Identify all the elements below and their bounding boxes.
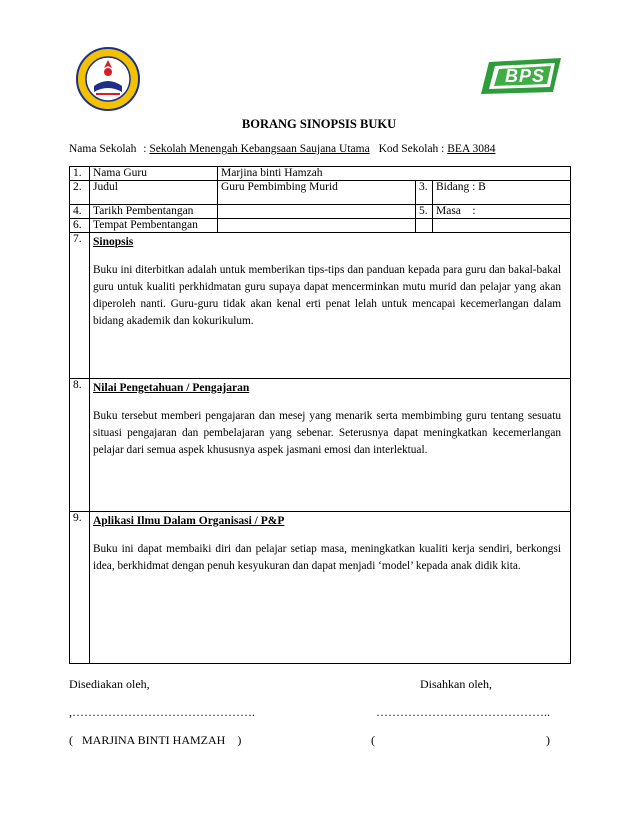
school-name: Sekolah Menengah Kebangsaan Saujana Utama [149, 143, 370, 155]
school-label: Nama Sekolah [69, 143, 137, 155]
section-synopsis [70, 233, 571, 379]
approved-by-label: Disahkan oleh, [420, 677, 492, 691]
field-label: Bidang : B [433, 181, 571, 205]
time-label: Masa : [433, 205, 571, 219]
section-content [90, 233, 571, 379]
row-number: 6. [70, 219, 90, 233]
school-code: BEA 3084 [447, 143, 496, 155]
section-body: Buku ini dapat membaiki diri dan pelajar setiap masa, meningkatkan kualiti kerja sendiri, berkongsi idea, berkhidmat dengan penuh kesyukuran dan dapat menjadi ‘model’ kepada anak didik kita. [93, 543, 561, 572]
section-knowledge-value [70, 379, 571, 512]
approved-name-close: ) [546, 733, 550, 747]
section-title: Sinopsis [93, 236, 134, 248]
prepared-by-label: Disediakan oleh, [69, 677, 150, 691]
bps-logo-text: BPS [505, 66, 546, 86]
section-number: 8. [70, 379, 90, 512]
form-title: BORANG SINOPSIS BUKU [241, 117, 397, 131]
presentation-date-label: Tarikh Pembentangan [90, 205, 218, 219]
row-number: 5. [416, 205, 433, 219]
book-title-label: Judul [90, 181, 218, 205]
school-sep: : [143, 143, 147, 155]
row-presentation-date [70, 205, 571, 219]
section-body: Buku tersebut memberi pengajaran dan mesej yang menarik serta membimbing guru tentang sesuatu situasi pengajaran dan pembelajaran yang sebenar. Seterusnya dapat meningkatkan kecemerlangan pelajar dari semua aspek khususnya aspek jasmani emosi dan interlektual. [93, 410, 561, 456]
row-number: 3. [416, 181, 433, 205]
prepared-by-name: ( MARJINA BINTI HAMZAH ) [69, 733, 242, 747]
bps-logo [481, 56, 563, 96]
row-number: 1. [70, 167, 90, 181]
section-content [90, 379, 571, 512]
section-body: Buku ini diterbitkan adalah untuk memberikan tips-tips dan panduan kepada para guru dan bakal-bakal guru untuk kualiti perkhidmatan guru supaya dapat mencerminkan mutu murid dan pelajar yang akan diperoleh nanti. Guru-guru tidak akan kenal erti penat lelah untuk mencapai kecemerlangan dalam bidang akademik dan kokurikulum. [93, 264, 561, 327]
section-number: 9. [70, 512, 90, 664]
row-title [70, 181, 571, 205]
row-number: 4. [70, 205, 90, 219]
presentation-date-value [218, 205, 416, 219]
code-label: Kod Sekolah : [378, 143, 445, 155]
approved-name-open: ( [371, 733, 375, 747]
section-content [90, 512, 571, 664]
presentation-place-label: Tempat Pembentangan [90, 219, 218, 233]
empty-cell [416, 219, 433, 233]
teacher-name-value: Marjina binti Hamzah [218, 167, 571, 181]
synopsis-form-table [69, 166, 571, 664]
row-number: 2. [70, 181, 90, 205]
section-number: 7. [70, 233, 90, 379]
prepared-signature-line: ,………………………………………. [69, 705, 255, 719]
section-title: Aplikasi Ilmu Dalam Organisasi / P&P [93, 515, 285, 527]
approved-signature-line: …………………………………….. [376, 705, 550, 719]
teacher-name-label: Nama Guru [90, 167, 218, 181]
section-knowledge-application [70, 512, 571, 664]
presentation-place-value [218, 219, 416, 233]
section-title: Nilai Pengetahuan / Pengajaran [93, 382, 250, 394]
row-teacher-name [70, 167, 571, 181]
row-presentation-place [70, 219, 571, 233]
school-header [69, 143, 496, 155]
book-title-value: Guru Pembimbing Murid [218, 181, 416, 205]
ministry-logo [76, 46, 140, 112]
empty-cell [433, 219, 571, 233]
